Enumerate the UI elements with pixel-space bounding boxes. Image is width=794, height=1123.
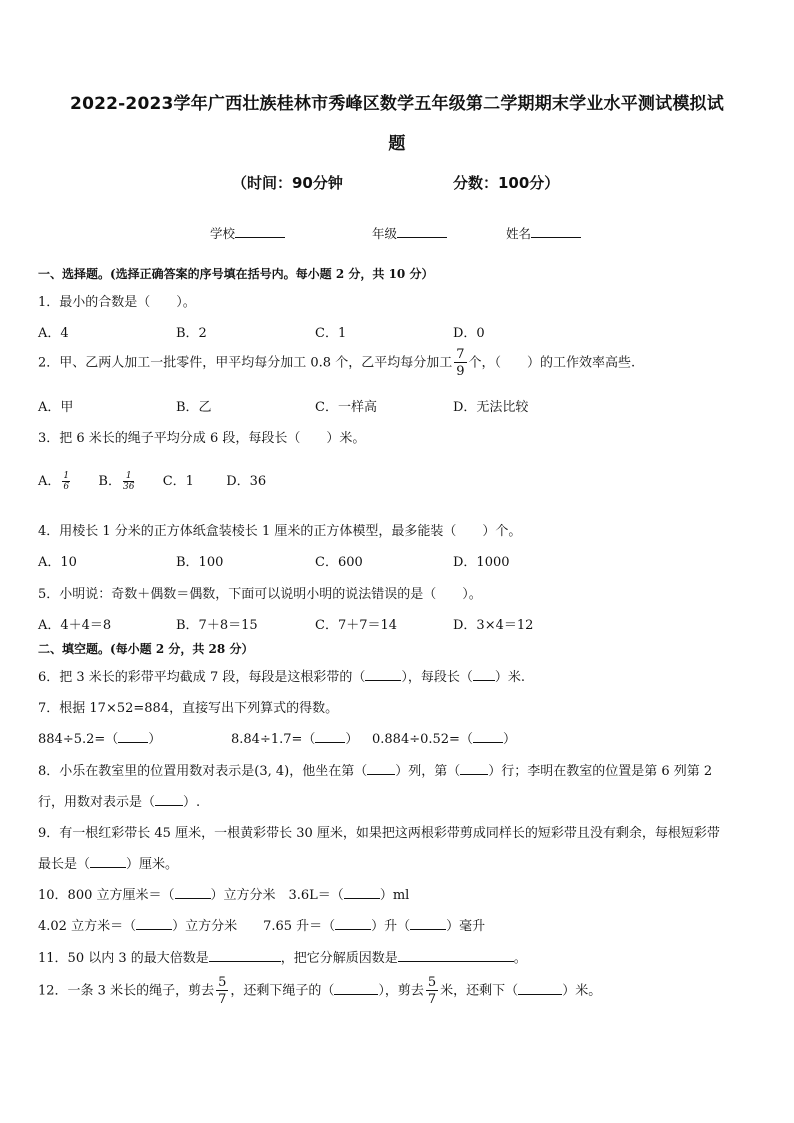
q2-text-b: 个，（ ）的工作效率高些. — [468, 355, 636, 371]
question-3: 3．把 6 米长的绳子平均分成 6 段，每段长（ ）米。 — [38, 431, 366, 446]
q12-text-a: 12．一条 3 米长的绳子，剪去 — [38, 983, 215, 999]
name-blank — [531, 225, 581, 238]
grade-label: 年级 — [372, 226, 398, 241]
q12-frac2-den: 7 — [427, 992, 437, 1007]
q11-text-b: ，把它分解质因数是 — [280, 951, 398, 966]
q8-text-c: ）行；李明在教室的位置是第 6 列第 2 — [488, 764, 713, 779]
question-5: 5．小明说：奇数＋偶数＝偶数，下面可以说明小明的说法错误的是（ ）。 — [38, 587, 482, 602]
question-9-line2 — [38, 853, 178, 872]
q10-blank-1[interactable] — [175, 886, 211, 899]
q3-a-num: 1 — [63, 470, 70, 481]
q4-option-b: B．100 — [176, 555, 224, 570]
q7-expr-3-text: 0.884÷0.52=（ — [372, 732, 473, 747]
q12-fraction-1 — [216, 976, 228, 1006]
question-11 — [38, 947, 527, 966]
q8-text-a: 8．小乐在教室里的位置用数对表示是(3, 4)，他坐在第（ — [38, 764, 368, 779]
q6-text-a: 6．把 3 米长的彩带平均截成 7 段，每段是这根彩带的（ — [38, 670, 366, 685]
q2-frac-numerator: 7 — [456, 347, 465, 362]
question-6 — [38, 666, 525, 685]
q2-text-a: 2．甲、乙两人加工一批零件，甲平均每分加工 0.8 个，乙平均每分加工 — [38, 355, 453, 371]
q7-expr-2 — [231, 728, 358, 747]
school-field — [210, 224, 285, 242]
q9-text-a: 最长是（ — [38, 857, 91, 872]
school-blank — [235, 225, 285, 238]
q9-blank[interactable] — [90, 855, 126, 868]
q3-b-den: 36 — [122, 481, 135, 492]
q12-blank-2[interactable] — [518, 982, 562, 995]
q3-option-a-fraction — [62, 472, 70, 492]
q6-blank-2[interactable] — [473, 668, 495, 681]
question-7: 7．根据 17×52=884，直接写出下列算式的得数。 — [38, 701, 339, 716]
q10-blank-2[interactable] — [344, 886, 380, 899]
question-8-line1 — [38, 760, 712, 779]
q3-option-d: D．36 — [226, 474, 267, 489]
q4-option-c: C．600 — [315, 555, 363, 570]
q7-blank-2[interactable] — [315, 730, 345, 743]
question-10-line1 — [38, 884, 409, 903]
q6-text-c: ）米. — [494, 670, 525, 685]
q3-b-num: 1 — [123, 472, 134, 482]
q7-expr-1-text: 884÷5.2=（ — [38, 732, 119, 747]
q10-blank-3[interactable] — [136, 917, 172, 930]
q12-text-d: 米，还剩下（ — [440, 983, 519, 999]
question-8-line2 — [38, 791, 200, 810]
q3-option-b-label: B． — [98, 474, 121, 489]
q12-text-e: ）米。 — [562, 983, 602, 999]
q7-close-2: ） — [345, 732, 359, 747]
page-title-line1: 2022-2023学年广西壮族桂林市秀峰区数学五年级第二学期期末学业水平测试模拟试 — [70, 94, 724, 114]
q10-blank-4[interactable] — [335, 917, 371, 930]
q3-option-c: C．1 — [162, 474, 194, 489]
q5-option-c: C．7＋7＝14 — [315, 618, 398, 633]
page-title-line2: 题 — [388, 134, 406, 154]
q10-text-a: 10．800 立方厘米＝（ — [38, 888, 175, 903]
q10-text-b: ）立方分米 3.6L＝（ — [210, 888, 344, 903]
q4-option-a: A．10 — [38, 555, 77, 570]
q2-frac-denominator: 9 — [456, 364, 465, 379]
q1-option-a: A．4 — [38, 326, 69, 341]
q2-fraction — [454, 348, 466, 378]
q7-expr-1 — [38, 728, 161, 747]
q8-blank-2[interactable] — [460, 762, 488, 775]
name-label: 姓名 — [506, 226, 532, 241]
q7-expr-3 — [372, 728, 516, 747]
q1-option-d: D．0 — [453, 326, 485, 341]
q8-text-d: 行，用数对表示是（ — [38, 795, 156, 810]
q1-option-b: B．2 — [176, 326, 207, 341]
q9-text-b: ）厘米。 — [126, 857, 179, 872]
question-12 — [38, 976, 601, 1006]
q1-option-c: C．1 — [315, 326, 347, 341]
question-2 — [38, 348, 635, 378]
q8-text-b: ）列，第（ — [395, 764, 461, 779]
name-field — [506, 224, 581, 242]
question-9-line1: 9．有一根红彩带长 45 厘米，一根黄彩带长 30 厘米，如果把这两根彩带剪成同样长的短彩带且没有剩余，每根短彩带 — [38, 826, 720, 841]
q10-blank-5[interactable] — [410, 917, 446, 930]
q4-option-d: D．1000 — [453, 555, 510, 570]
q7-close-1: ） — [148, 732, 162, 747]
q11-text-c: 。 — [513, 951, 527, 966]
q10-text-c: ）ml — [379, 888, 410, 903]
q8-text-e: ）. — [183, 795, 201, 810]
q7-blank-3[interactable] — [473, 730, 503, 743]
grade-field — [372, 224, 447, 242]
q3-option-b-fraction — [123, 472, 134, 492]
exam-time: （时间：90分钟 — [232, 174, 343, 192]
school-label: 学校 — [210, 226, 236, 241]
q6-text-b: ），每段长（ — [401, 670, 473, 685]
q12-text-b: ，还剩下绳子的（ — [230, 983, 335, 999]
q12-text-c: ），剪去 — [378, 983, 424, 999]
q2-option-a: A．甲 — [38, 400, 74, 415]
q12-blank-1[interactable] — [334, 982, 378, 995]
q5-option-b: B．7＋8＝15 — [176, 618, 258, 633]
q2-option-c: C．一样高 — [315, 400, 377, 415]
q12-frac2-num: 5 — [427, 975, 437, 990]
q3-options — [38, 470, 266, 492]
q2-option-d: D．无法比较 — [453, 400, 529, 415]
grade-blank — [397, 225, 447, 238]
q2-option-b: B．乙 — [176, 400, 212, 415]
q3-a-den: 6 — [63, 481, 70, 492]
question-10-line2 — [38, 915, 485, 934]
q8-blank-1[interactable] — [367, 762, 395, 775]
q7-blank-1[interactable] — [118, 730, 148, 743]
question-1: 1．最小的合数是（ ）。 — [38, 295, 196, 310]
exam-score: 分数：100分） — [453, 174, 560, 192]
q7-expr-2-text: 8.84÷1.7=（ — [231, 732, 316, 747]
q12-fraction-2 — [426, 976, 438, 1006]
q7-close-3: ） — [502, 732, 516, 747]
q11-blank-2[interactable] — [398, 949, 514, 962]
question-4: 4．用棱长 1 分米的正方体纸盒装棱长 1 厘米的正方体模型，最多能装（ ）个。 — [38, 524, 522, 539]
q12-frac1-den: 7 — [218, 992, 227, 1007]
q10-text-f: ）升（ — [371, 919, 411, 934]
q11-blank-1[interactable] — [209, 949, 281, 962]
q11-text-a: 11．50 以内 3 的最大倍数是 — [38, 951, 209, 966]
q10-text-e: ）立方分米 7.65 升＝（ — [172, 919, 336, 934]
q12-frac1-num: 5 — [218, 975, 227, 990]
section1-heading: 一、选择题。(选择正确答案的序号填在括号内。每小题 2 分，共 10 分） — [38, 267, 434, 281]
q5-option-a: A．4＋4＝8 — [38, 618, 112, 633]
q8-blank-3[interactable] — [155, 793, 183, 806]
q5-option-d: D．3×4＝12 — [453, 618, 534, 633]
q6-blank-1[interactable] — [365, 668, 401, 681]
q3-option-a-label: A． — [38, 474, 61, 489]
section2-heading: 二、填空题。(每小题 2 分，共 28 分） — [38, 642, 254, 656]
q10-text-d: 4.02 立方米＝（ — [38, 919, 137, 934]
q10-text-g: ）毫升 — [446, 919, 486, 934]
